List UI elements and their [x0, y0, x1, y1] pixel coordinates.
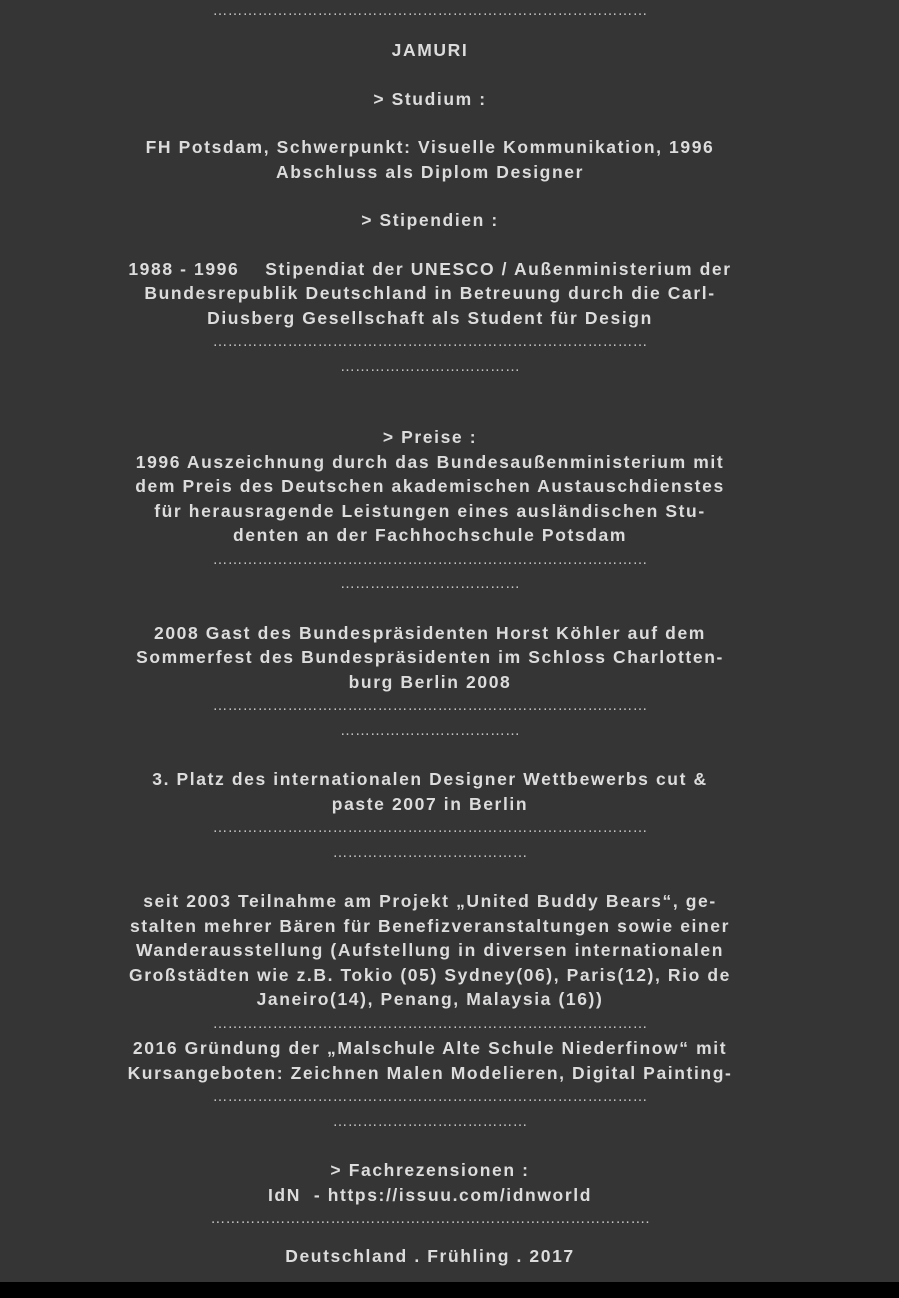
separator: ……………………………… [340, 721, 520, 739]
preise-line: paste 2007 in Berlin [331, 793, 529, 814]
separator: …………………………………………………………………………… [212, 1088, 648, 1105]
preise-line: 3. Platz des internationalen Designer Wettbewerbs cut & [152, 769, 708, 789]
preise-line: burg Berlin 2008 [348, 671, 512, 692]
separator: …………………………………………………………………………… [212, 697, 648, 714]
preise-line: Janeiro(14), Penang, Malaysia (16)) [256, 989, 604, 1009]
preise-line: denten an der Fachhochschule Potsdam [232, 525, 628, 545]
separator: …………………………………………………………………………… [212, 819, 648, 836]
fachrezensionen-line: IdN - https://issuu.com/idnworld [267, 1184, 593, 1205]
separator: …………………………………………………………………………… [212, 550, 648, 568]
studium-line: FH Potsdam, Schwerpunkt: Visuelle Kommunikation, 1996 [145, 137, 715, 157]
studium-line: Abschluss als Diplom Designer [275, 161, 584, 182]
preise-line: Sommerfest des Bundespräsidenten im Schloss Charlotten- [136, 647, 724, 667]
preise-line: dem Preis des Deutschen akademischen Austauschdienstes [135, 476, 725, 496]
separator: ………………………………… [332, 1112, 528, 1130]
separator: …………………………………………………………………………… [212, 333, 648, 350]
preise-line: 2016 Gründung der „Malschule Alte Schule Niederfinow“ mit [132, 1038, 728, 1058]
preise-line: Wanderausstellung (Aufstellung in diversen internationalen [135, 940, 725, 960]
separator: ………………………………… [332, 843, 528, 861]
artist-name: JAMURI [391, 40, 469, 60]
preise-line: 1996 Auszeichnung durch das Bundesaußenministerium mit [135, 451, 725, 472]
content-column [70, 0, 790, 1268]
footer-text: Deutschland . Frühling . 2017 [285, 1245, 575, 1266]
separator: …………………………………………………………………………… [212, 2, 648, 19]
separator: ……………………………… [340, 357, 520, 375]
fachrezensionen-heading: > Fachrezensionen : [330, 1160, 530, 1180]
stipendien-line: Diusberg Gesellschaft als Student für Design [207, 307, 653, 328]
preise-line: für herausragende Leistungen eines ausländischen Stu- [154, 500, 706, 521]
separator: ……………………………………………………………………………. [210, 1210, 650, 1227]
stipendien-heading: > Stipendien : [361, 210, 499, 230]
preise-line: seit 2003 Teilnahme am Projekt „United Buddy Bears“, ge- [143, 891, 717, 911]
stipendien-line: 1988 - 1996 Stipendiat der UNESCO / Außenministerium der [128, 258, 732, 279]
preise-line: stalten mehrer Bären für Benefizveranstaltungen sowie einer [129, 915, 731, 936]
preise-heading: > Preise : [382, 427, 478, 447]
separator: ……………………………… [340, 575, 520, 592]
separator: …………………………………………………………………………… [212, 1014, 648, 1032]
studium-heading: > Studium : [373, 88, 487, 109]
preise-line: 2008 Gast des Bundespräsidenten Horst Köhler auf dem [154, 622, 706, 643]
stipendien-line: Bundesrepublik Deutschland in Betreuung durch die Carl- [144, 283, 716, 303]
preise-line: Großstädten wie z.B. Tokio (05) Sydney(06), Paris(12), Rio de [129, 964, 731, 985]
preise-line: Kursangeboten: Zeichnen Malen Modelieren, Digital Painting- [127, 1062, 733, 1083]
